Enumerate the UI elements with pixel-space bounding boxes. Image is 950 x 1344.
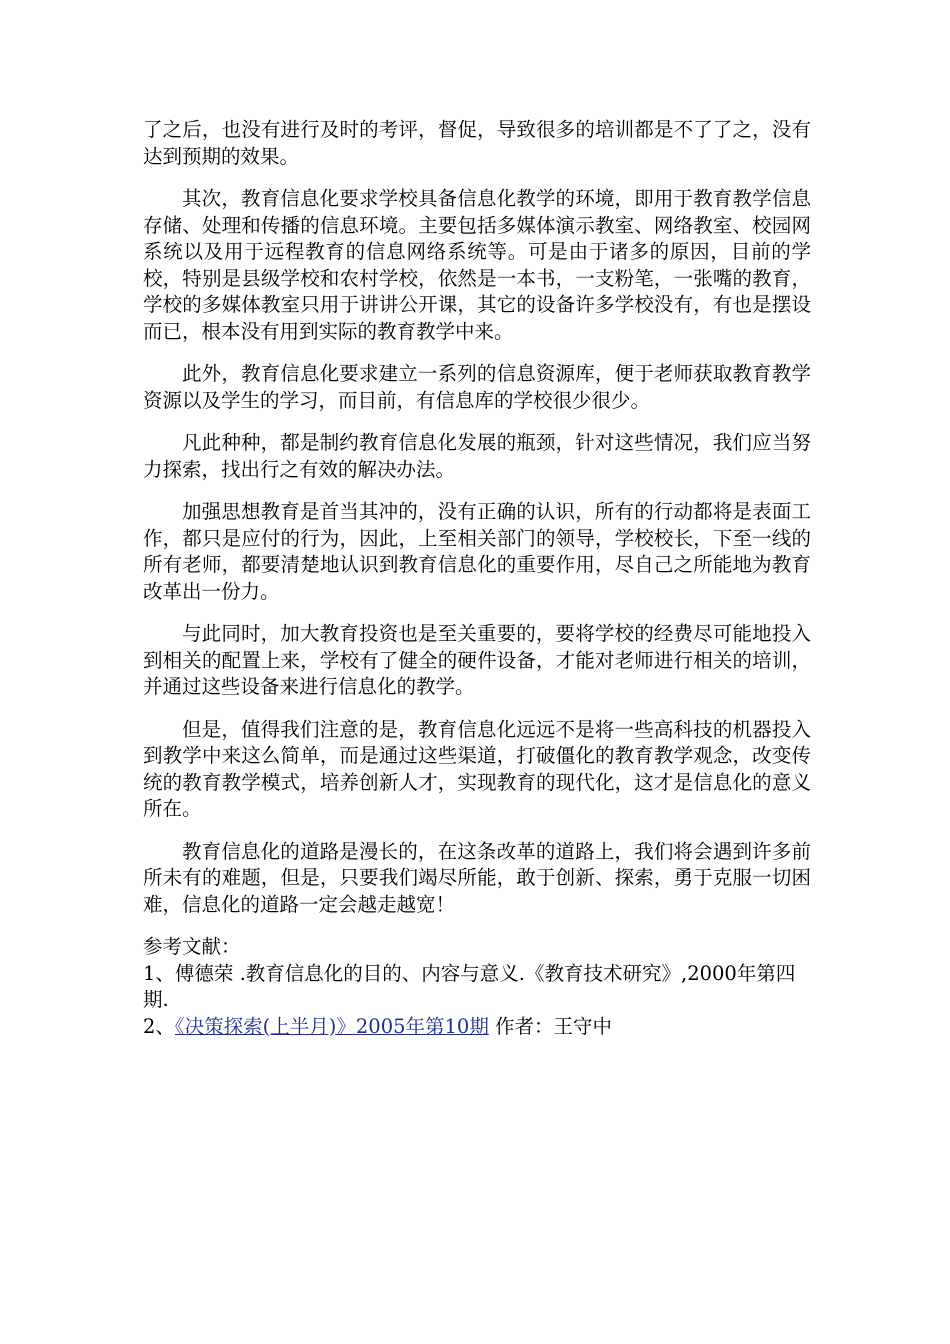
- paragraph-1: 了之后，也没有进行及时的考评，督促，导致很多的培训都是不了了之，没有达到预期的效果。: [143, 118, 811, 168]
- references-heading: 参考文献：: [143, 935, 241, 958]
- paragraph-4: 凡此种种，都是制约教育信息化发展的瓶颈，针对这些情况，我们应当努力探索，找出行之有效的解决办法。: [143, 431, 811, 481]
- paragraph-6: 与此同时，加大教育投资也是至关重要的，要将学校的经费尽可能地投入到相关的配置上来，学校有了健全的硬件设备，才能对老师进行相关的培训，并通过这些设备来进行信息化的教学。: [143, 622, 811, 698]
- paragraph-8: 教育信息化的道路是漫长的，在这条改革的道路上，我们将会遇到许多前所未有的难题，但是，只要我们竭尽所能，敢于创新、探索，勇于克服一切困难，信息化的道路一定会越走越宽！: [143, 839, 811, 916]
- document-body: [143, 117, 811, 1040]
- reference-2-suffix: 作者：王守中: [488, 1014, 613, 1038]
- reference-2: [143, 1014, 811, 1041]
- paragraph-7: 但是，值得我们注意的是，教育信息化远远不是将一些高科技的机器投入到教学中来这么简单，而是通过这些渠道，打破僵化的教育教学观念，改变传统的教育教学模式，培养创新人才，实现教育的现代化，这才是信息化的意义所在。: [143, 717, 811, 820]
- paragraph-5: 加强思想教育是首当其冲的，没有正确的认识，所有的行动都将是表面工作，都只是应付的行为，因此，上至相关部门的领导，学校校长，下至一线的所有老师，都要清楚地认识到教育信息化的重要作用，尽自己之所能地为教育改革出一份力。: [143, 500, 811, 603]
- paragraph-3: 此外，教育信息化要求建立一系列的信息资源库，便于老师获取教育教学资源以及学生的学习，而目前，有信息库的学校很少很少。: [143, 362, 811, 412]
- paragraph-2: 其次，教育信息化要求学校具备信息化教学的环境，即用于教育教学信息存储、处理和传播的信息环境。主要包括多媒体演示教室、网络教室、校园网系统以及用于远程教育的信息网络系统等。可是由于诸多的原因，目前的学校，特别是县级学校和农村学校，依然是一本书，一支粉笔，一张嘴的教育，学校的多媒体教室只用于讲讲公开课，其它的设备许多学校没有，有也是摆设而已，根本没有用到实际的教育教学中来。: [143, 187, 811, 343]
- reference-2-prefix: 2、: [143, 1014, 175, 1038]
- references-section: [143, 934, 811, 1040]
- reference-2-link[interactable]: 《决策探索(上半月)》2005年第10期: [174, 1014, 489, 1038]
- reference-1: 1、傅德荣 .教育信息化的目的、内容与意义.《教育技术研究》,2000年第四期.: [143, 961, 796, 1011]
